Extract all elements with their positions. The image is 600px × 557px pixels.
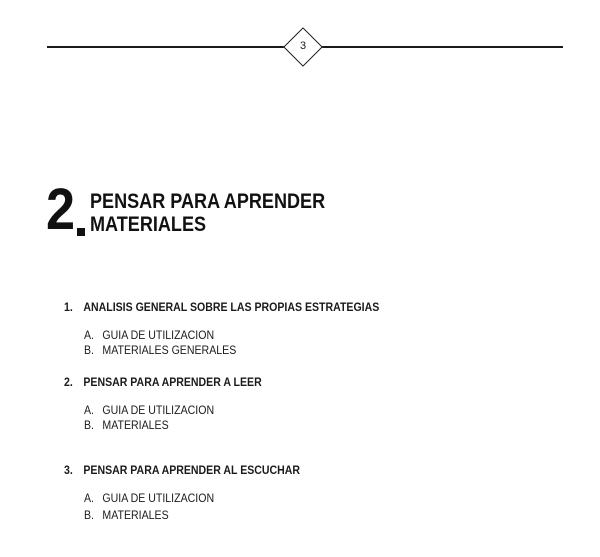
chapter-title-line-1: PENSAR PARA APRENDER xyxy=(90,190,326,213)
section-number: 3. xyxy=(64,463,73,477)
chapter-title xyxy=(90,190,325,236)
list-item xyxy=(84,492,214,506)
section-number: 2. xyxy=(64,375,73,389)
section-heading-1 xyxy=(64,300,379,314)
chapter-number-dot xyxy=(77,228,85,236)
chapter-number: 2 xyxy=(46,177,74,242)
section-number: 1. xyxy=(64,300,73,314)
section-heading-3 xyxy=(64,463,300,477)
item-label: MATERIALES xyxy=(102,510,169,522)
item-label: MATERIALES GENERALES xyxy=(102,345,237,357)
section-title: PENSAR PARA APRENDER AL ESCUCHAR xyxy=(83,463,301,477)
item-label: GUIA DE UTILIZACION xyxy=(102,405,215,417)
item-letter: B. xyxy=(84,345,95,357)
list-item xyxy=(84,509,169,523)
list-item xyxy=(84,404,214,418)
page-number: 3 xyxy=(299,40,307,52)
item-letter: B. xyxy=(84,420,95,432)
chapter-title-line-2: MATERIALES xyxy=(90,213,207,236)
list-item xyxy=(84,329,214,343)
section-title: ANALISIS GENERAL SOBRE LAS PROPIAS ESTRATEGIAS xyxy=(83,300,380,314)
item-letter: B. xyxy=(84,510,95,522)
item-letter: A. xyxy=(84,405,95,417)
section-title: PENSAR PARA APRENDER A LEER xyxy=(83,375,262,389)
list-item xyxy=(84,344,236,358)
item-letter: A. xyxy=(84,493,95,505)
item-letter: A. xyxy=(84,330,95,342)
section-heading-2 xyxy=(64,375,262,389)
list-item xyxy=(84,419,169,433)
item-label: GUIA DE UTILIZACION xyxy=(102,493,215,505)
item-label: MATERIALES xyxy=(102,420,169,432)
item-label: GUIA DE UTILIZACION xyxy=(102,330,215,342)
